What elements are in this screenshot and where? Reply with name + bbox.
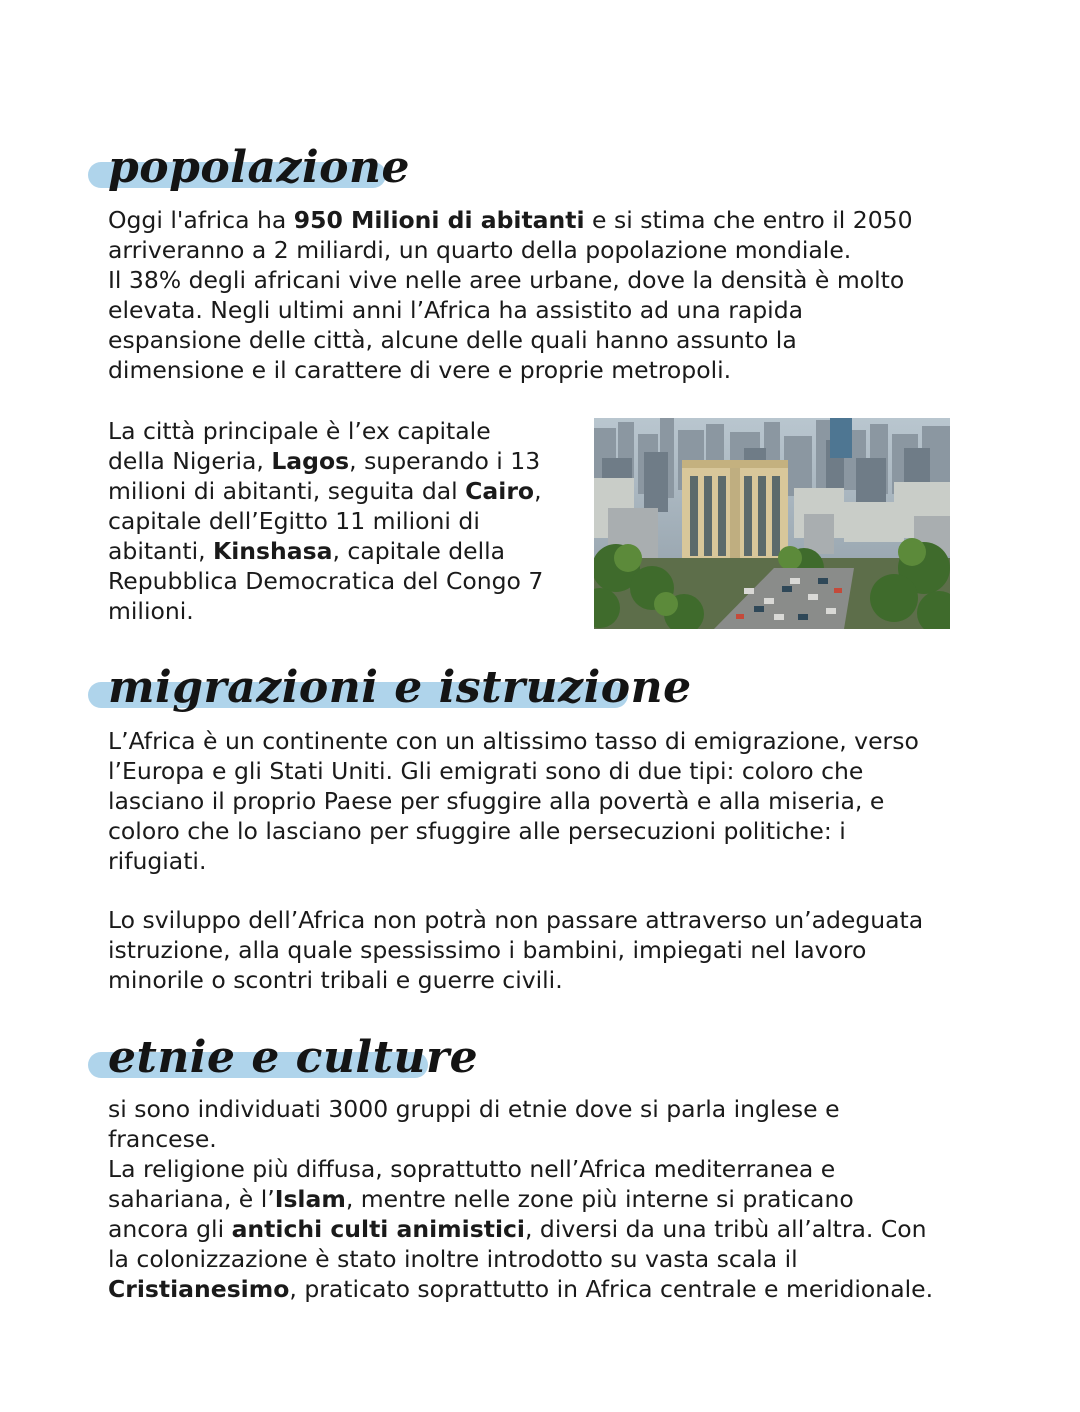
text-run: si sono individuati 3000 gruppi di etnie dove si parla inglese e francese. La religione più diffusa, soprattutto nell’Africa mediterranea e sahariana, è l’ <box>108 1095 840 1213</box>
heading-migrazioni-e-istruzione <box>84 660 692 730</box>
bold-text: 950 Milioni di abitanti <box>293 206 585 234</box>
section-title: popolazione <box>108 142 410 193</box>
text-run: e si stima che entro il 2050 arriveranno a 2 miliardi, un quarto della popolazione mondiale. Il 38% degli africani vive nelle aree urbane, dove la densità è molto elevata. Negli ultimi anni l’Africa ha assistito ad una rapida espansione delle città, alcune delle quali hanno assunto la dimensione e il carattere di vere e proprie metropoli. <box>108 206 913 384</box>
text-run: , capitale dell’Egitto 11 milioni di abitanti, <box>108 477 542 565</box>
text-run: L’Africa è un continente con un altissimo tasso di emigrazione, verso l’Europa e gli Stati Uniti. Gli emigrati sono di due tipi: coloro che lasciano il proprio Paese per sfuggire alla povertà e alla miseria, e coloro che lo lasciano per sfuggire alle persecuzioni politiche: i rifugiati. <box>108 727 919 875</box>
bold-text: Kinshasa <box>213 537 333 565</box>
bold-text: Lagos <box>271 447 350 475</box>
bold-text: Cairo <box>465 477 535 505</box>
lagos-city-photo <box>594 418 950 629</box>
paragraph-migration <box>108 726 988 876</box>
section-title: etnie e culture <box>108 1032 479 1083</box>
paragraph-population <box>108 205 988 385</box>
text-run: , diversi da una tribù all’altra. Con la colonizzazione è stato inoltre introdotto su vasta scala il <box>108 1215 927 1273</box>
bold-text: Cristianesimo <box>108 1275 290 1303</box>
section-title: migrazioni e istruzione <box>108 662 692 713</box>
bold-text: Islam <box>274 1185 346 1213</box>
paragraph-ethnicities <box>108 1094 988 1304</box>
heading-etnie-e-culture <box>84 1030 479 1100</box>
text-run: Oggi l'africa ha <box>108 206 294 234</box>
paragraph-cities <box>108 416 578 626</box>
text-run: , superando i 13 milioni di abitanti, seguita dal <box>108 447 541 505</box>
bold-text: antichi culti animistici <box>231 1215 525 1243</box>
text-run: Lo sviluppo dell’Africa non potrà non passare attraverso un’adeguata istruzione, alla quale spessissimo i bambini, impiegati nel lavoro minorile o scontri tribali e guerre civili. <box>108 906 924 994</box>
text-run: , mentre nelle zone più interne si praticano ancora gli <box>108 1185 854 1243</box>
text-run: La città principale è l’ex capitale della Nigeria, <box>108 417 491 475</box>
text-run: , praticato soprattutto in Africa centrale e meridionale. <box>289 1275 934 1303</box>
paragraph-education <box>108 905 988 995</box>
heading-popolazione <box>84 140 410 210</box>
text-run: , capitale della Repubblica Democratica del Congo 7 milioni. <box>108 537 544 625</box>
